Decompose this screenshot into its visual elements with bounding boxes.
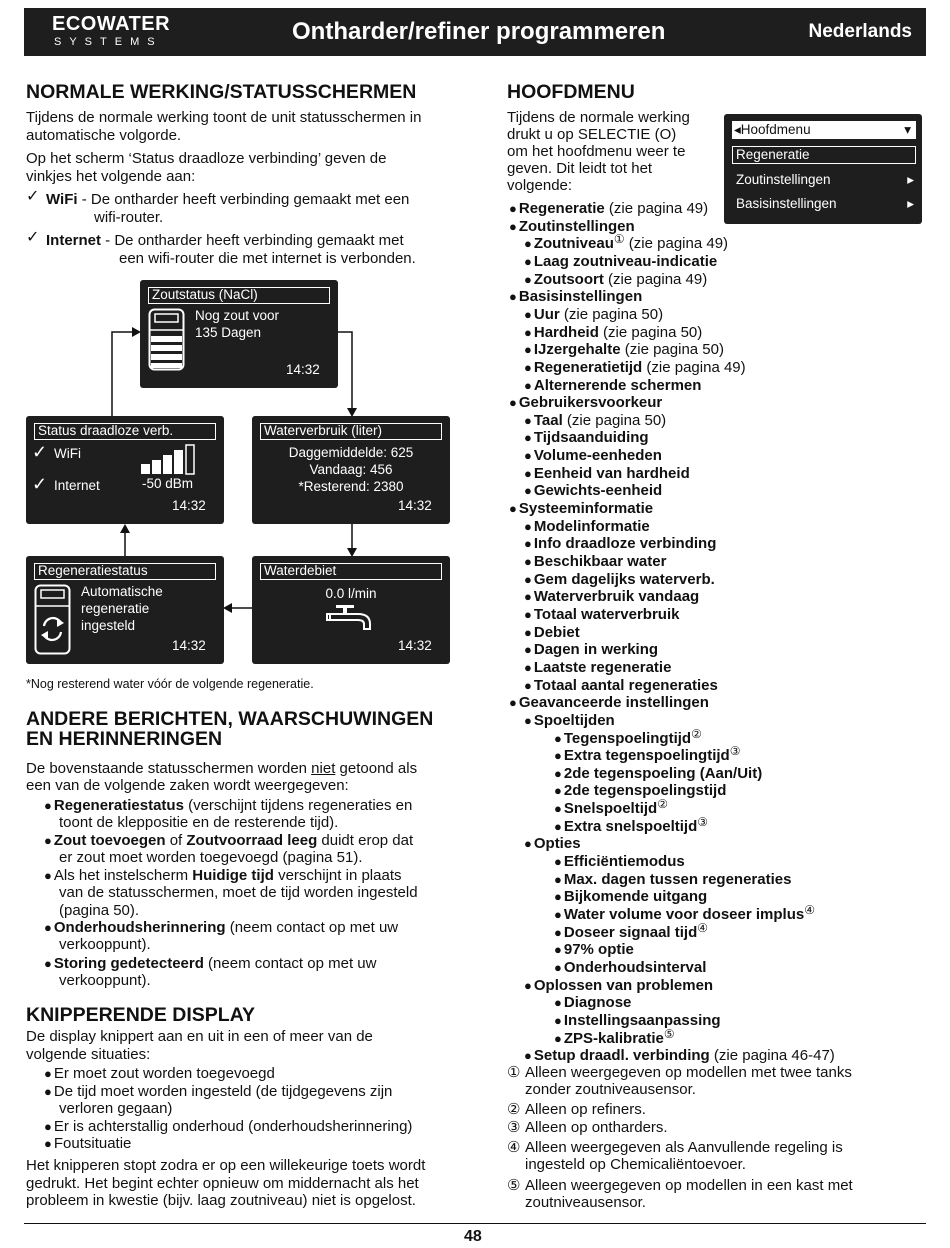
footnote-text: Alleen weergegeven op modellen in een kast met bbox=[525, 1177, 853, 1194]
menu-tree-item: ● Snelspoeltijd② bbox=[554, 800, 668, 819]
menu-item: Basisinstellingen bbox=[736, 196, 837, 211]
paragraph-line: Op het scherm ‘Status draadloze verbinding’ geven de bbox=[26, 150, 387, 167]
footnote: *Nog resterend water vóór de volgende regeneratie. bbox=[26, 677, 314, 691]
paragraph-line: probleem in kwestie (bijv. laag zoutniveau) niet is opgelost. bbox=[26, 1192, 416, 1209]
screen-title: Waterverbruik (liter) bbox=[260, 423, 442, 440]
checkmark-icon: ✓ bbox=[26, 229, 40, 246]
bullet-item: ● Als het instelscherm Huidige tijd verschijnt in plaats bbox=[44, 867, 401, 885]
menu-tree-item: ● Onderhoudsinterval bbox=[554, 959, 706, 977]
flow-rate: 0.0 l/min bbox=[325, 586, 377, 601]
menu-tree-item: ● Info draadloze verbinding bbox=[524, 535, 716, 553]
signal-dbm: -50 dBm bbox=[142, 476, 194, 491]
menu-tree-item: ● Zoutinstellingen bbox=[509, 218, 635, 236]
menu-tree-item: ● Instellingsaanpassing bbox=[554, 1012, 721, 1030]
footnote-text: ingesteld op Chemicaliëntoevoer. bbox=[525, 1156, 746, 1173]
paragraph-line: Tijdens de normale werking toont de unit statusschermen in bbox=[26, 109, 422, 126]
section-title: EN HERINNERINGEN bbox=[26, 728, 223, 750]
paragraph-line: gedrukt. Het begint echter opnieuw om middernacht als het bbox=[26, 1175, 419, 1192]
menu-tree-item: ● 97% optie bbox=[554, 941, 634, 959]
menu-tree-item: ● Doseer signaal tijd④ bbox=[554, 924, 708, 943]
menu-tree-item: ● Waterverbruik vandaag bbox=[524, 588, 699, 606]
section-title: HOOFDMENU bbox=[507, 81, 635, 103]
menu-tree-item: ● Extra tegenspoelingtijd③ bbox=[554, 747, 740, 766]
checkmark-icon: ✓ bbox=[32, 442, 48, 462]
menu-tree-item: ● Setup draadl. verbinding (zie pagina 46-47) bbox=[524, 1047, 835, 1065]
bullet-item: ● Regeneratiestatus (verschijnt tijdens regeneraties en bbox=[44, 797, 412, 815]
footnote-marker: ① bbox=[507, 1064, 521, 1081]
clock-time: 14:32 bbox=[398, 498, 432, 513]
definition-line: Internet - De ontharder heeft verbinding gemaakt met bbox=[46, 232, 404, 249]
paragraph-line: De bovenstaande statusschermen worden niet getoond als bbox=[26, 760, 418, 777]
screen-title: Waterdebiet bbox=[260, 563, 442, 580]
menu-tree-item: ● Water volume voor doseer implus④ bbox=[554, 906, 815, 925]
bullet-item: ● Er is achterstallig onderhoud (onderhoudsherinnering) bbox=[44, 1118, 412, 1136]
definition-line: wifi-router. bbox=[94, 209, 164, 226]
paragraph-line: om het hoofdmenu weer te bbox=[507, 143, 686, 160]
menu-tree-item: ● Tijdsaanduiding bbox=[524, 429, 649, 447]
page-title: Ontharder/refiner programmeren bbox=[292, 18, 666, 45]
menu-tree-item: ● IJzergehalte (zie pagina 50) bbox=[524, 341, 724, 359]
menu-tree-item: ● Alternerende schermen bbox=[524, 377, 701, 395]
footnote-text: zonder zoutniveausensor. bbox=[525, 1081, 696, 1098]
bullet-item-cont: verkooppunt). bbox=[59, 936, 151, 953]
wifi-label: WiFi bbox=[54, 446, 81, 461]
footnote-marker: ④ bbox=[507, 1139, 521, 1156]
footnote-marker: ② bbox=[507, 1101, 521, 1118]
menu-tree-item: ● Laatste regeneratie bbox=[524, 659, 671, 677]
bullet-item-cont: toont de kleppositie en de resterende tijd). bbox=[59, 814, 339, 831]
logo-text: ECOWATER bbox=[52, 13, 171, 35]
menu-tree-item: ● Extra snelspoeltijd③ bbox=[554, 818, 708, 837]
bullet-item: ● Foutsituatie bbox=[44, 1135, 131, 1153]
checkmark-icon: ✓ bbox=[26, 188, 40, 205]
footnote-text: zoutniveausensor. bbox=[525, 1194, 646, 1211]
menu-tree-item: ● Volume-eenheden bbox=[524, 447, 662, 465]
paragraph-line: Tijdens de normale werking bbox=[507, 109, 690, 126]
menu-tree-item: ● Zoutsoort (zie pagina 49) bbox=[524, 271, 707, 289]
menu-tree-item: ● Dagen in werking bbox=[524, 641, 658, 659]
menu-tree-item: ● Gewichts-eenheid bbox=[524, 482, 662, 500]
menu-header: ◂Hoofdmenu ▾ bbox=[732, 121, 916, 139]
footnote-marker: ③ bbox=[507, 1119, 521, 1136]
checkmark-icon: ✓ bbox=[32, 474, 48, 494]
left-arrow-icon: ◂ bbox=[734, 122, 741, 137]
logo-subtext: SYSTEMS bbox=[54, 36, 163, 48]
paragraph-line: een van de volgende zaken wordt weergegeven: bbox=[26, 777, 349, 794]
paragraph-line: automatische volgorde. bbox=[26, 127, 182, 144]
menu-tree-item: ● Efficiëntiemodus bbox=[554, 853, 685, 871]
clock-time: 14:32 bbox=[398, 638, 432, 653]
today-usage: Vandaag: 456 bbox=[309, 462, 393, 477]
menu-tree-item: ● Systeeminformatie bbox=[509, 500, 653, 518]
salt-days-line: 135 Dagen bbox=[195, 325, 262, 340]
menu-tree-item: ● Oplossen van problemen bbox=[524, 977, 713, 995]
menu-tree-item: ● Geavanceerde instellingen bbox=[509, 694, 709, 712]
menu-tree-item: ● Bijkomende uitgang bbox=[554, 888, 707, 906]
chevron-right-icon: ▸ bbox=[907, 172, 914, 187]
bullet-item-cont: van de statusschermen, moet de tijd worden ingesteld bbox=[59, 884, 418, 901]
regen-line: regeneratie bbox=[81, 601, 150, 616]
salt-days-line: Nog zout voor bbox=[195, 308, 280, 323]
chevron-right-icon: ▸ bbox=[907, 196, 914, 211]
menu-tree-item: ● Modelinformatie bbox=[524, 518, 650, 536]
daily-average: Daggemiddelde: 625 bbox=[288, 445, 414, 460]
screen-title: Status draadloze verb. bbox=[34, 423, 216, 440]
screen-title: Zoutstatus (NaCl) bbox=[148, 287, 330, 304]
paragraph-line: geven. Dit leidt tot het bbox=[507, 160, 653, 177]
bullet-item: ● Zout toevoegen of Zoutvoorraad leeg duidt erop dat bbox=[44, 832, 413, 850]
menu-tree-item: ● Zoutniveau① (zie pagina 49) bbox=[524, 235, 728, 254]
definition-line: WiFi - De ontharder heeft verbinding gemaakt met een bbox=[46, 191, 410, 208]
menu-tree-item: ● Uur (zie pagina 50) bbox=[524, 306, 663, 324]
bullet-item-cont: verkooppunt). bbox=[59, 972, 151, 989]
page-number: 48 bbox=[464, 1228, 482, 1245]
footnote-text: Alleen weergegeven als Aanvullende regeling is bbox=[525, 1139, 843, 1156]
screen-title: Regeneratiestatus bbox=[34, 563, 216, 580]
menu-tree-item: ● 2de tegenspoeling (Aan/Uit) bbox=[554, 765, 762, 783]
menu-tree-item: ● Regeneratietijd (zie pagina 49) bbox=[524, 359, 746, 377]
clock-time: 14:32 bbox=[172, 638, 206, 653]
bullet-item-cont: (pagina 50). bbox=[59, 902, 140, 919]
paragraph-line: vinkjes het volgende aan: bbox=[26, 168, 196, 185]
footer-rule bbox=[24, 1223, 926, 1224]
menu-item-selected: Regeneratie bbox=[732, 146, 916, 164]
menu-tree-item: ● Gem dagelijks waterverb. bbox=[524, 571, 715, 589]
menu-tree-item: ● Tegenspoelingtijd② bbox=[554, 730, 702, 749]
paragraph-line: De display knippert aan en uit in een of meer van de bbox=[26, 1028, 373, 1045]
footnote-text: Alleen weergegeven op modellen met twee tanks bbox=[525, 1064, 852, 1081]
menu-tree-item: ● Max. dagen tussen regeneraties bbox=[554, 871, 791, 889]
menu-tree-item: ● Diagnose bbox=[554, 994, 631, 1012]
section-title: NORMALE WERKING/STATUSSCHERMEN bbox=[26, 81, 417, 103]
menu-tree-item: ● Gebruikersvoorkeur bbox=[509, 394, 662, 412]
clock-time: 14:32 bbox=[172, 498, 206, 513]
footnote-text: Alleen op refiners. bbox=[525, 1101, 646, 1118]
regen-line: Automatische bbox=[81, 584, 163, 599]
menu-tree-item: ● Laag zoutniveau-indicatie bbox=[524, 253, 717, 271]
internet-label: Internet bbox=[54, 478, 100, 493]
bullet-item-cont: verloren gegaan) bbox=[59, 1100, 173, 1117]
clock-time: 14:32 bbox=[286, 362, 320, 377]
section-title: KNIPPERENDE DISPLAY bbox=[26, 1004, 256, 1026]
section-title: ANDERE BERICHTEN, WAARSCHUWINGEN bbox=[26, 708, 434, 730]
bullet-item: ● Onderhoudsherinnering (neem contact op met uw bbox=[44, 919, 398, 937]
menu-tree-item: ● Basisinstellingen bbox=[509, 288, 642, 306]
menu-tree-item: ● Taal (zie pagina 50) bbox=[524, 412, 666, 430]
bullet-item: ● Er moet zout worden toegevoegd bbox=[44, 1065, 275, 1083]
bullet-item: ● De tijd moet worden ingesteld (de tijdgegevens zijn bbox=[44, 1083, 392, 1101]
menu-tree-item: ● ZPS-kalibratie⑤ bbox=[554, 1030, 675, 1049]
footnote-marker: ⑤ bbox=[507, 1177, 521, 1194]
menu-tree-item: ● Debiet bbox=[524, 624, 580, 642]
paragraph-line: volgende: bbox=[507, 177, 573, 194]
menu-tree-item: ● Regeneratie (zie pagina 49) bbox=[509, 200, 708, 218]
menu-tree-item: ● 2de tegenspoelingstijd bbox=[554, 782, 726, 800]
dropdown-icon: ▾ bbox=[904, 122, 911, 137]
remaining-water: *Resterend: 2380 bbox=[298, 479, 404, 494]
menu-tree-item: ● Totaal aantal regeneraties bbox=[524, 677, 718, 695]
menu-tree-item: ● Totaal waterverbruik bbox=[524, 606, 679, 624]
main-menu-screen bbox=[724, 114, 922, 224]
language-label: Nederlands bbox=[808, 21, 912, 42]
paragraph-line: Het knipperen stopt zodra er op een willekeurige toets wordt bbox=[26, 1157, 426, 1174]
menu-tree-item: ● Eenheid van hardheid bbox=[524, 465, 690, 483]
footnote-text: Alleen op ontharders. bbox=[525, 1119, 668, 1136]
menu-tree-item: ● Beschikbaar water bbox=[524, 553, 666, 571]
bullet-item: ● Storing gedetecteerd (neem contact op met uw bbox=[44, 955, 376, 973]
menu-tree-item: ● Spoeltijden bbox=[524, 712, 615, 730]
definition-line: een wifi-router die met internet is verbonden. bbox=[119, 250, 416, 267]
regen-line: ingesteld bbox=[81, 618, 136, 633]
paragraph-line: drukt u op SELECTIE (O) bbox=[507, 126, 677, 143]
bullet-item-cont: er zout moet worden toegevoegd (pagina 51). bbox=[59, 849, 363, 866]
menu-tree-item: ● Hardheid (zie pagina 50) bbox=[524, 324, 702, 342]
flow-arrows bbox=[0, 0, 470, 680]
menu-item: Zoutinstellingen bbox=[736, 172, 831, 187]
paragraph-line: volgende situaties: bbox=[26, 1046, 151, 1063]
menu-tree-item: ● Opties bbox=[524, 835, 581, 853]
